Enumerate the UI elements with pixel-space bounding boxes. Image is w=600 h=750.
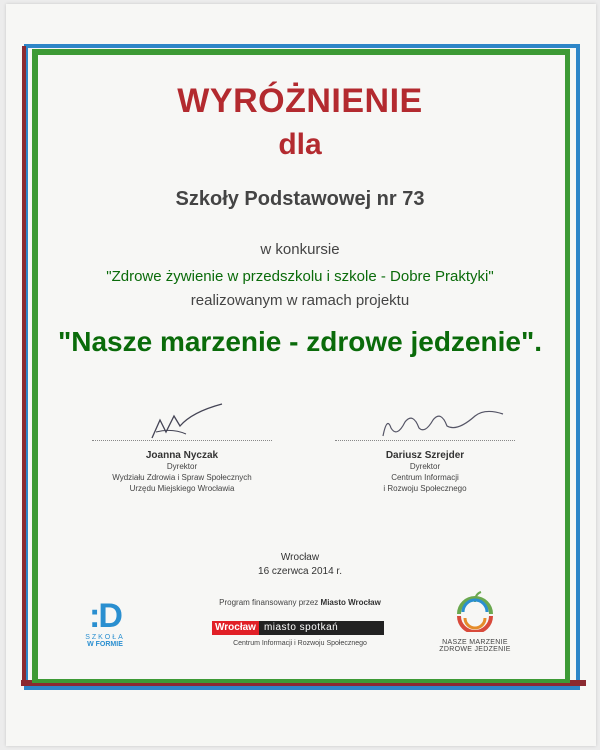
signature-line-right (335, 440, 515, 441)
for-word: dla (278, 128, 322, 161)
handwritten-signature-right (325, 398, 525, 440)
brand-dark-text: miasto spotkań (259, 621, 384, 635)
signatory-title-right: Dyrektor (409, 462, 441, 471)
signatory-dept-left-1: Wydziału Zdrowia i Spraw Społecznych (112, 473, 252, 482)
right-logo-line-2: ZDROWE JEDZENIE (439, 646, 511, 653)
recipient-name: Szkoły Podstawowej nr 73 (175, 188, 425, 210)
program-prefix: Program finansowany przez (219, 598, 319, 607)
in-contest-text: w konkursie (260, 241, 340, 258)
signature-block-left (82, 398, 282, 494)
brand-red-text: Wrocław (212, 621, 259, 635)
signature-line-left (92, 440, 272, 441)
right-logo-line-1: NASZE MARZENIE (442, 639, 508, 646)
szkola-w-formie-logo (70, 598, 140, 648)
logo-line-1: SZKOŁA (85, 634, 125, 641)
signatory-dept-right-1: Centrum Informacji (391, 473, 459, 482)
issue-place: Wrocław (280, 552, 320, 563)
signatory-name-left: Joanna Nyczak (145, 450, 219, 461)
signatory-name-right: Dariusz Szrejder (385, 450, 465, 461)
issue-date: 16 czerwca 2014 r. (258, 566, 342, 577)
apple-icon (445, 590, 505, 632)
wroclaw-brand-logo (212, 621, 384, 635)
signatory-dept-right-2: i Rozwoju Społecznego (383, 484, 467, 493)
handwritten-signature-left (82, 398, 282, 440)
realized-text: realizowanym w ramach projektu (190, 292, 410, 309)
signature-block-right (325, 398, 525, 494)
program-city: Miasto Wrocław (320, 598, 381, 607)
centrum-name: Centrum Informacji i Rozwoju Społecznego (233, 640, 367, 647)
logo-line-2: W FORMIE (87, 641, 123, 648)
nasze-marzenie-logo (420, 590, 530, 653)
signatory-title-left: Dyrektor (166, 462, 198, 471)
contest-name: "Zdrowe żywienie w przedszkolu i szkole - Dobre Praktyki" (106, 268, 494, 285)
certificate-title: WYRÓŻNIENIE (177, 82, 423, 120)
project-name: "Nasze marzenie - zdrowe jedzenie". (57, 326, 543, 357)
signatory-dept-left-2: Urzędu Miejskiego Wrocławia (129, 484, 235, 493)
logo-mark: :D (89, 597, 121, 635)
